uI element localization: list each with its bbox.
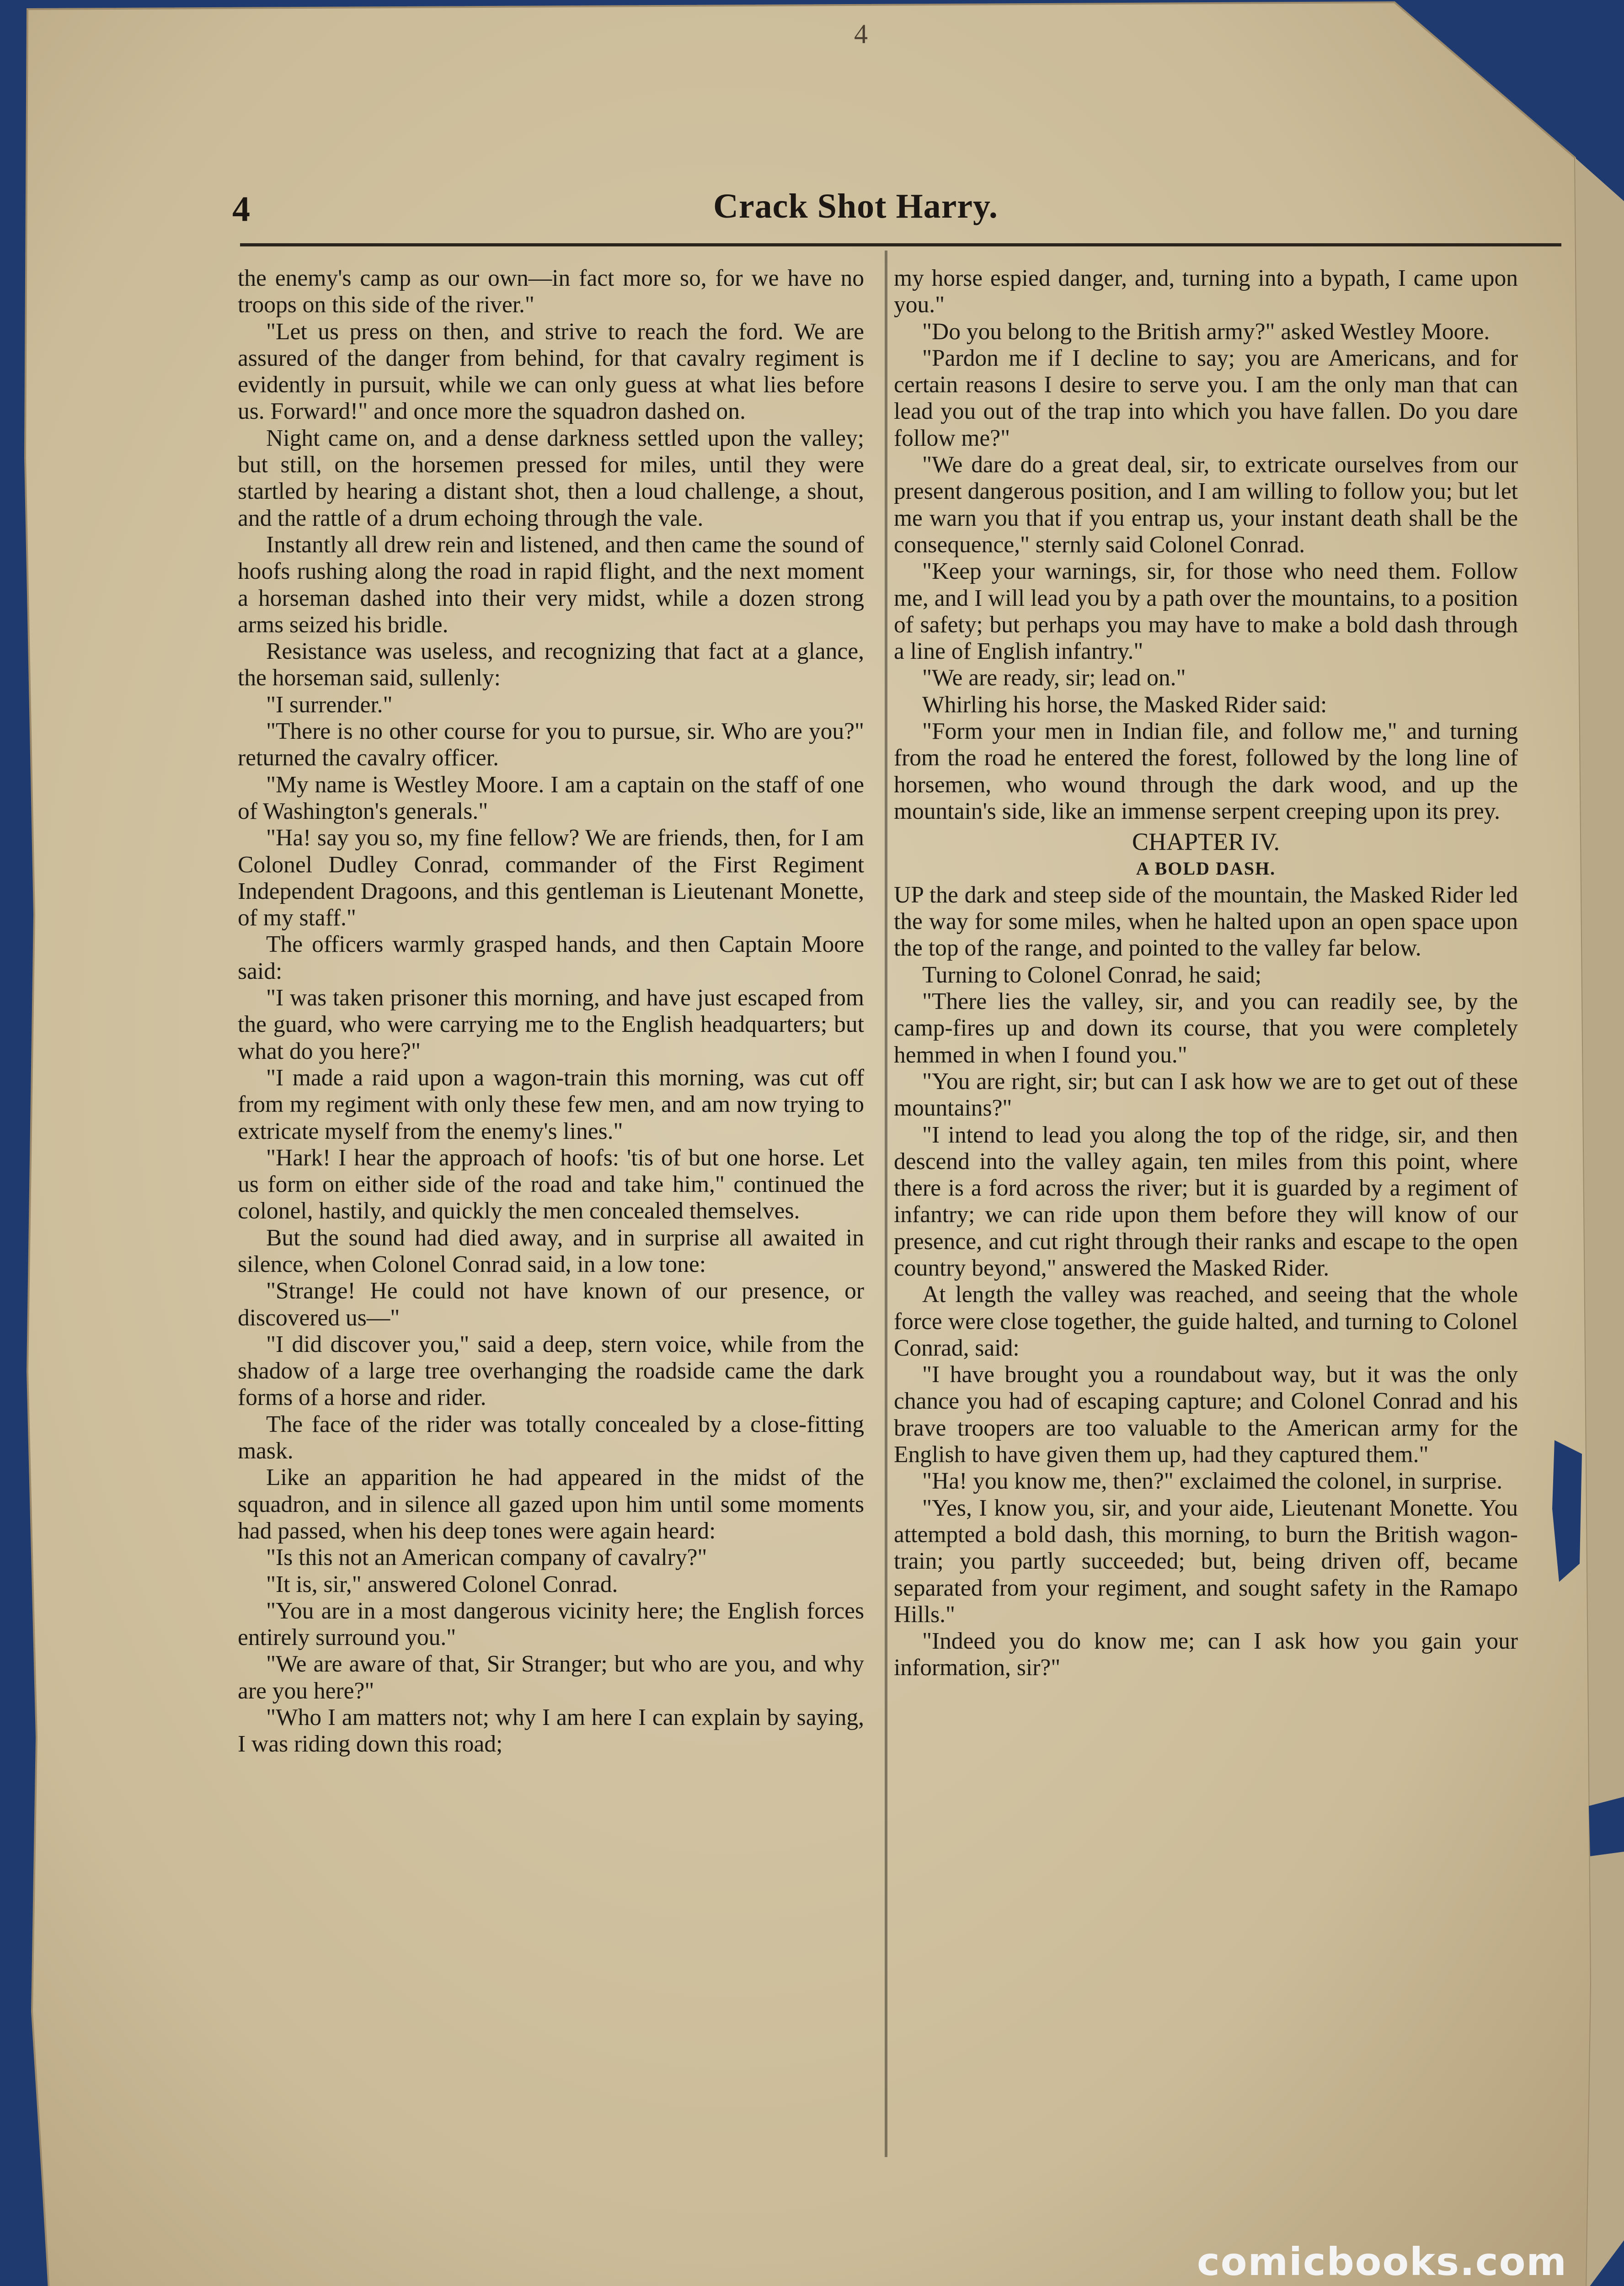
paragraph: "Hark! I hear the approach of hoofs: 'tis of but one horse. Let us form on either side of the road and take him," continued the colonel, hastily, and quickly the men concealed themselves. xyxy=(238,1144,864,1224)
paragraph: "It is, sir," answered Colonel Conrad. xyxy=(266,1571,618,1597)
paragraph: "I was taken prisoner this morning, and have just escaped from the guard, who were carrying me to the English headquarters; but what do you here?" xyxy=(238,985,864,1064)
paragraph: Resistance was useless, and recognizing that fact at a glance, the horseman said, sullenly: xyxy=(238,638,864,691)
paragraph: Instantly all drew rein and listened, and then came the sound of hoofs rushing along the road in rapid flight, and the next moment a horseman dashed into their very midst, while a dozen strong arms seized his bridle. xyxy=(238,531,864,638)
header-rule xyxy=(240,243,1561,246)
paragraph: "I intend to lead you along the top of the ridge, sir, and then descend into the valley again, ten miles from this point, where there is a ford across the river; but it is guarded by a regiment of infantry; we can ride upon them before they will know of our presence, and cut right through their ranks and escape to the open country beyond," answered the Masked Rider. xyxy=(894,1122,1518,1281)
paragraph: "Do you belong to the British army?" asked Westley Moore. xyxy=(922,318,1490,345)
paragraph: Night came on, and a dense darkness settled upon the valley; but still, on the horsemen pressed for miles, until they were startled by hearing a distant shot, then a loud challenge, a shout, and the rattle of a drum echoing through the vale. xyxy=(238,425,864,531)
paragraph: "I did discover you," said a deep, stern voice, while from the shadow of a large tree overhanging the roadside came the dark forms of a horse and rider. xyxy=(238,1331,864,1411)
paragraph: my horse espied danger, and, turning into a bypath, I came upon you." xyxy=(894,265,1518,318)
paragraph: Like an apparition he had appeared in the midst of the squadron, and in silence all gazed upon him until some moments had passed, when his deep tones were again heard: xyxy=(238,1464,864,1544)
paragraph: "Ha! you know me, then?" exclaimed the colonel, in surprise. xyxy=(922,1468,1503,1495)
paragraph: But the sound had died away, and in surprise all awaited in silence, when Colonel Conrad said, in a low tone: xyxy=(238,1224,864,1277)
paragraph: "Yes, I know you, sir, and your aide, Lieutenant Monette. You attempted a bold dash, this morning, to burn the British wagon-train; you partly succeeded; but, being driven off, became separated from your regiment, and sought safety in the Ramapo Hills." xyxy=(894,1495,1518,1628)
paragraph: "Strange! He could not have known of our presence, or discovered us—" xyxy=(238,1278,864,1331)
paragraph: "There lies the valley, sir, and you can readily see, by the camp-fires up and down its course, that you were completely hemmed in when I found you." xyxy=(894,988,1518,1068)
corner-mark: 4 xyxy=(854,19,868,49)
column-divider xyxy=(885,251,887,2157)
paragraph: "Keep your warnings, sir, for those who need them. Follow me, and I will lead you by a path over the mountains, to a position of safety; but perhaps you may have to make a bold dash through a line of English infantry." xyxy=(894,558,1518,665)
chapter-subheading: A BOLD DASH. xyxy=(1136,858,1276,879)
paragraph: "We are aware of that, Sir Stranger; but who are you, and why are you here?" xyxy=(238,1651,864,1704)
page-number: 4 xyxy=(232,189,250,229)
paragraph: "Form your men in Indian file, and follow me," and turning from the road he entered the forest, followed by the long line of horsemen, who wound through the dark wood, and up the mountain's side, like an immense serpent creeping upon its prey. xyxy=(894,718,1518,824)
paragraph: UP the dark and steep side of the mountain, the Masked Rider led the way for some miles, when he halted upon an open space upon the top of the range, and pointed to the valley far below. xyxy=(894,881,1518,961)
paragraph: "Ha! say you so, my fine fellow? We are friends, then, for I am Colonel Dudley Conrad, commander of the First Regiment Independent Dragoons, and this gentleman is Lieutenant Monette, of my staff." xyxy=(238,825,864,931)
paragraph: "You are in a most dangerous vicinity here; the English forces entirely surround you." xyxy=(238,1597,864,1651)
paragraph: Whirling his horse, the Masked Rider said: xyxy=(922,691,1327,718)
paragraph: "I made a raid upon a wagon-train this morning, was cut off from my regiment with only these few men, and am now trying to extricate myself from the enemy's lines." xyxy=(238,1064,864,1144)
paragraph: "I surrender." xyxy=(266,691,393,718)
paragraph: The officers warmly grasped hands, and then Captain Moore said: xyxy=(238,931,864,984)
paragraph: the enemy's camp as our own—in fact more so, for we have no troops on this side of the river." xyxy=(238,265,864,318)
watermark: comicbooks.com xyxy=(1197,2239,1567,2284)
paragraph: The face of the rider was totally concealed by a close-fitting mask. xyxy=(238,1411,864,1464)
paragraph: "There is no other course for you to pursue, sir. Who are you?" returned the cavalry officer. xyxy=(238,718,864,771)
paragraph: At length the valley was reached, and seeing that the whole force were close together, the guide halted, and turning to Colonel Conrad, said: xyxy=(894,1282,1518,1361)
right-column xyxy=(894,265,1518,1682)
paragraph: "You are right, sir; but can I ask how we are to get out of these mountains?" xyxy=(894,1068,1518,1122)
paragraph: "Pardon me if I decline to say; you are Americans, and for certain reasons I desire to serve you. I am the only man that can lead you out of the trap into which you have fallen. Do you dare follow me?" xyxy=(894,345,1518,451)
chapter-heading: CHAPTER IV. xyxy=(1132,828,1280,856)
paragraph: "We dare do a great deal, sir, to extricate ourselves from our present dangerous position, and I am willing to follow you; but let me warn you that if you entrap us, your instant death shall be the consequence," sternly said Colonel Conrad. xyxy=(894,452,1518,558)
paragraph: "Let us press on then, and strive to reach the ford. We are assured of the danger from behind, for that cavalry regiment is evidently in pursuit, while we can only guess at what lies before us. Forward!" and once more the squadron dashed on. xyxy=(238,318,864,425)
paragraph: "Who I am matters not; why I am here I can explain by saying, I was riding down this road; xyxy=(238,1704,864,1757)
running-title: Crack Shot Harry. xyxy=(713,187,998,225)
paragraph: Turning to Colonel Conrad, he said; xyxy=(922,961,1261,988)
paragraph: "We are ready, sir; lead on." xyxy=(922,665,1186,691)
paragraph: "Is this not an American company of cavalry?" xyxy=(266,1544,707,1571)
paragraph: "Indeed you do know me; can I ask how you gain your information, sir?" xyxy=(894,1628,1518,1681)
paragraph: "My name is Westley Moore. I am a captain on the staff of one of Washington's generals." xyxy=(238,771,864,824)
left-column xyxy=(238,265,864,1758)
paragraph: "I have brought you a roundabout way, but it was the only chance you had of escaping capture; and Colonel Conrad and his brave troopers are too valuable to the American army for the English to have given them up, had they captured them." xyxy=(894,1362,1518,1468)
